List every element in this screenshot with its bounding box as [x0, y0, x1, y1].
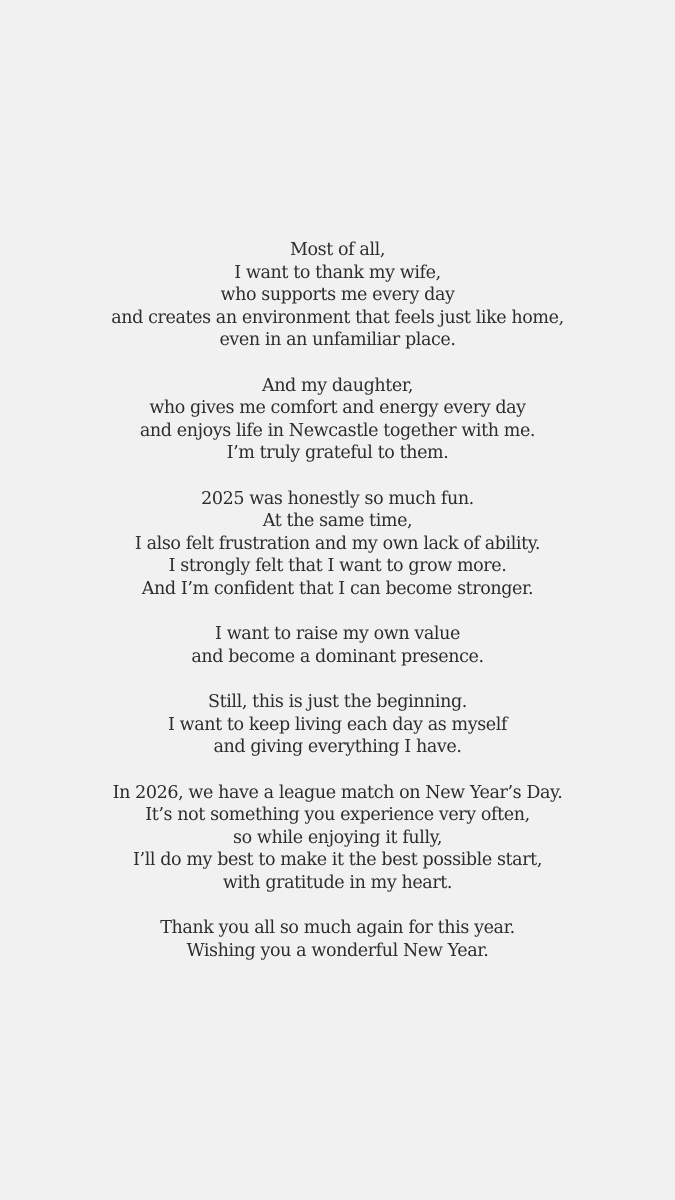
- paragraph-new-year-match: [0, 782, 675, 895]
- text-line: I strongly felt that I want to grow more.: [168, 556, 507, 576]
- message-body: [0, 239, 675, 985]
- paragraph-ambition: [0, 623, 675, 668]
- text-line: even in an unfamiliar place.: [219, 330, 456, 350]
- text-line: In 2026, we have a league match on New Year’s Day.: [112, 782, 563, 803]
- text-line: It’s not something you experience very often,: [145, 805, 530, 825]
- text-line: Wishing you a wonderful New Year.: [186, 940, 489, 961]
- text-line: Thank you all so much again for this year.: [160, 918, 515, 938]
- paragraph-beginning: [0, 691, 675, 759]
- text-line: And my daughter,: [261, 375, 414, 396]
- text-line: I want to raise my own value: [215, 624, 460, 644]
- text-line: and become a dominant presence.: [191, 646, 484, 667]
- text-line: and enjoys life in Newcastle together with me.: [139, 420, 536, 441]
- text-line: Still, this is just the beginning.: [208, 692, 467, 712]
- text-line: I want to keep living each day as myself: [167, 714, 508, 735]
- paragraph-thanks-wife: [0, 239, 675, 352]
- text-line: I want to thank my wife,: [234, 262, 441, 283]
- text-line: And I’m confident that I can become stronger.: [141, 578, 534, 599]
- text-line: and giving everything I have.: [213, 737, 462, 757]
- text-line: who supports me every day: [220, 285, 455, 305]
- text-line: Most of all,: [290, 240, 385, 260]
- text-line: I also felt frustration and my own lack of ability.: [134, 533, 541, 554]
- paragraph-thanks-daughter: [0, 375, 675, 465]
- text-line: I’ll do my best to make it the best possible start,: [133, 850, 542, 870]
- paragraph-year-reflection: [0, 488, 675, 601]
- text-line: At the same time,: [262, 511, 413, 531]
- text-line: and creates an environment that feels just like home,: [111, 307, 564, 328]
- text-line: with gratitude in my heart.: [222, 872, 453, 893]
- text-line: so while enjoying it fully,: [232, 827, 442, 848]
- text-line: I’m truly grateful to them.: [226, 443, 449, 463]
- paragraph-closing: [0, 917, 675, 962]
- text-line: 2025 was honestly so much fun.: [201, 488, 474, 509]
- text-line: who gives me comfort and energy every day: [149, 398, 526, 418]
